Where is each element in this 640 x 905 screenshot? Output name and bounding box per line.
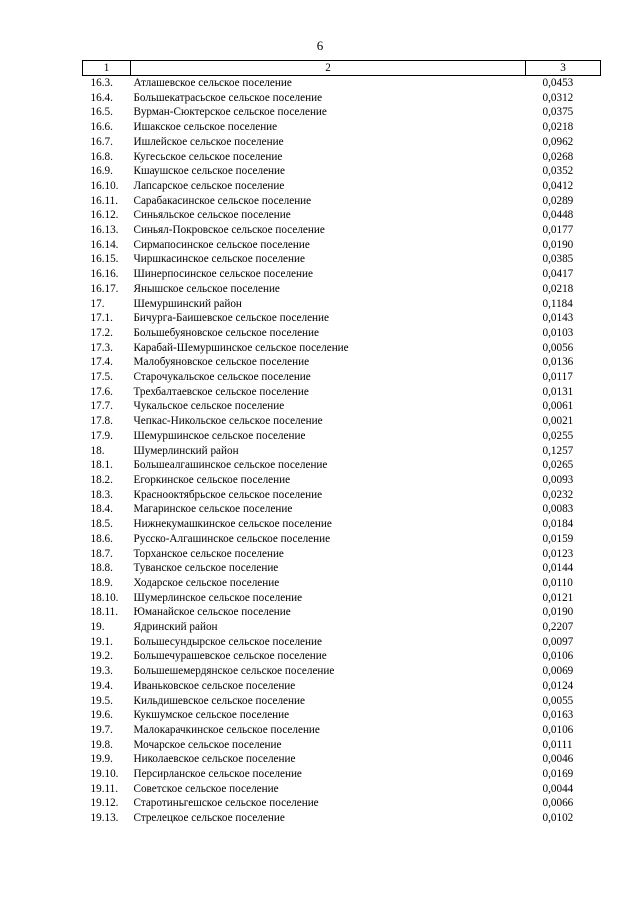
settlement-name: Атлашевское сельское поселение <box>133 77 292 89</box>
row-number: 16.14. <box>90 238 119 251</box>
row-number: 17.7. <box>90 400 113 413</box>
page-number: 6 <box>316 38 324 53</box>
settlement-name: Туванское сельское поселение <box>133 562 279 575</box>
header-col-2: 2 <box>131 61 526 76</box>
table-row <box>83 635 601 650</box>
row-number: 16.8. <box>90 150 113 163</box>
coefficient-value: 0,0143 <box>542 312 574 325</box>
row-number: 16.9. <box>90 165 113 178</box>
settlement-name: Карабай-Шемуршинское сельское поселение <box>133 341 349 354</box>
table-row <box>83 179 601 194</box>
coefficient-value: 0,0190 <box>542 606 574 619</box>
table-row <box>83 164 601 179</box>
settlement-name: Чепкас-Никольское сельское поселение <box>133 415 323 428</box>
coefficient-value: 0,0044 <box>542 782 574 795</box>
coefficient-value: 0,0061 <box>542 400 574 413</box>
settlement-name: Бичурга-Баишевское сельское поселение <box>133 312 329 325</box>
coefficient-value: 0,1184 <box>542 297 573 310</box>
row-number: 19.9. <box>90 753 113 766</box>
settlement-name: Малобуяновское сельское поселение <box>133 356 310 369</box>
settlement-name: Чиршкасинское сельское поселение <box>133 253 305 266</box>
coefficient-value: 0,0083 <box>542 503 574 516</box>
row-number: 17.4. <box>90 356 113 369</box>
table-row <box>83 208 601 223</box>
row-number: 16.12. <box>90 209 119 222</box>
coefficient-value: 0,0106 <box>542 650 574 663</box>
table-row <box>83 282 601 297</box>
settlement-name: Ишакское сельское поселение <box>133 121 278 134</box>
settlement-name: Краснооктябрьское сельское поселение <box>133 488 323 501</box>
settlement-name: Шумерлинский район <box>133 444 239 457</box>
coefficient-value: 0,0055 <box>542 694 574 707</box>
table-row <box>83 561 601 576</box>
row-number: 19.8. <box>90 738 113 751</box>
settlement-name: Николаевское сельское поселение <box>133 753 296 766</box>
table-row <box>83 326 601 341</box>
table-row <box>83 76 601 91</box>
table-row <box>83 399 601 414</box>
coefficient-value: 0,0169 <box>542 768 574 781</box>
settlement-name: Торханское сельское поселение <box>133 547 284 560</box>
settlement-name: Егоркинское сельское поселение <box>133 473 291 486</box>
coefficient-value: 0,0144 <box>542 562 574 575</box>
coefficient-value: 0,0102 <box>542 812 574 825</box>
row-number: 16.15. <box>90 253 119 266</box>
coefficient-value: 0,0110 <box>542 576 573 589</box>
settlement-name: Шинерпосинское сельское поселение <box>133 268 313 281</box>
row-number: 18. <box>90 444 105 457</box>
row-number: 19. <box>90 621 105 634</box>
table-row <box>83 694 601 709</box>
table-row <box>83 738 601 753</box>
row-number: 19.4. <box>90 679 113 692</box>
table-row <box>83 767 601 782</box>
table-row <box>83 414 601 429</box>
table-row <box>83 105 601 120</box>
row-number: 19.1. <box>90 635 113 648</box>
coefficient-value: 0,0375 <box>542 106 574 119</box>
table-row <box>83 473 601 488</box>
row-number: 17.9. <box>90 429 113 442</box>
settlement-name: Магаринское сельское поселение <box>133 503 293 516</box>
settlement-name: Стрелецкое сельское поселение <box>133 812 285 825</box>
settlement-name: Юманайское сельское поселение <box>133 606 291 619</box>
row-number: 18.5. <box>90 518 113 531</box>
coefficient-value: 0,0121 <box>542 591 574 604</box>
table-row <box>83 605 601 620</box>
table-row <box>83 488 601 503</box>
coefficient-value: 0,0352 <box>542 165 574 178</box>
settlement-name: Чукальское сельское поселение <box>133 400 285 413</box>
coefficient-value: 0,0046 <box>542 753 574 766</box>
settlement-name: Большесундырское сельское поселение <box>133 635 322 648</box>
table-row <box>83 91 601 106</box>
coefficient-value: 0,0448 <box>542 209 574 222</box>
coefficient-value: 0,0255 <box>542 429 574 442</box>
settlement-name: Мочарское сельское поселение <box>133 738 282 751</box>
table-header <box>83 61 601 76</box>
table-row <box>83 252 601 267</box>
settlement-name: Советское сельское поселение <box>133 782 279 795</box>
table-row <box>83 782 601 797</box>
table-row <box>83 311 601 326</box>
row-number: 17.6. <box>90 385 113 398</box>
coefficient-value: 0,0131 <box>542 385 574 398</box>
table-row <box>83 664 601 679</box>
row-number: 16.17. <box>90 282 119 295</box>
coefficient-value: 0,0136 <box>542 356 574 369</box>
table-row <box>83 502 601 517</box>
row-number: 18.4. <box>90 503 113 516</box>
table-row <box>83 547 601 562</box>
settlement-name: Большешемердянское сельское поселение <box>133 665 335 678</box>
row-number: 19.7. <box>90 723 113 736</box>
row-number: 17.2. <box>90 326 113 339</box>
row-number: 19.11. <box>90 782 119 795</box>
table-row <box>83 444 601 459</box>
row-number: 18.2. <box>90 473 113 486</box>
coefficient-value: 0,0218 <box>542 282 574 295</box>
table-row <box>83 708 601 723</box>
coefficient-value: 0,0159 <box>542 532 574 545</box>
coefficient-value: 0,0265 <box>542 459 574 472</box>
coefficient-value: 0,1257 <box>542 444 574 457</box>
table-row <box>83 429 601 444</box>
coefficient-value: 0,0066 <box>542 797 574 810</box>
row-number: 19.13. <box>90 812 119 825</box>
row-number: 16.13. <box>90 224 119 237</box>
row-number: 18.11. <box>90 606 119 619</box>
coefficient-value: 0,0021 <box>542 415 574 428</box>
settlement-name: Кильдишевское сельское поселение <box>133 694 305 707</box>
settlement-name: Кукшумское сельское поселение <box>133 709 290 722</box>
table-row <box>83 649 601 664</box>
row-number: 16.5. <box>90 106 113 119</box>
row-number: 18.10. <box>90 591 119 604</box>
coefficient-value: 0,0417 <box>542 268 574 281</box>
coefficient-value: 0,0111 <box>542 738 573 751</box>
row-number: 18.1. <box>90 459 113 472</box>
coefficient-value: 0,0190 <box>542 238 574 251</box>
table-row <box>83 194 601 209</box>
row-number: 17. <box>90 297 105 310</box>
header-col-1: 1 <box>83 61 131 76</box>
coefficient-value: 0,0312 <box>542 91 574 104</box>
row-number: 19.6. <box>90 709 113 722</box>
settlement-name: Большебуяновское сельское поселение <box>133 326 319 339</box>
row-number: 17.1. <box>90 312 113 325</box>
coefficient-value: 0,0453 <box>542 77 574 89</box>
table-row <box>83 385 601 400</box>
row-number: 18.3. <box>90 488 113 501</box>
settlement-name: Старочукальское сельское поселение <box>133 371 311 384</box>
coefficient-value: 0,0163 <box>542 709 574 722</box>
row-number: 16.6. <box>90 121 113 134</box>
settlement-name: Малокарачкинское сельское поселение <box>133 723 320 736</box>
table-row <box>83 532 601 547</box>
table-row <box>83 796 601 811</box>
table-row <box>83 620 601 635</box>
table-row <box>83 517 601 532</box>
coefficient-value: 0,0093 <box>542 473 574 486</box>
table-row <box>83 150 601 165</box>
row-number: 17.8. <box>90 415 113 428</box>
settlement-name: Кшаушское сельское поселение <box>133 165 286 178</box>
table-row <box>83 355 601 370</box>
settlement-name: Синьяльское сельское поселение <box>133 209 291 222</box>
table-row <box>83 341 601 356</box>
coefficient-value: 0,0184 <box>542 518 574 531</box>
table-row <box>83 679 601 694</box>
settlement-name: Синьял-Покровское сельское поселение <box>133 224 325 237</box>
coefficient-value: 0,0106 <box>542 723 574 736</box>
settlement-name: Иваньковское сельское поселение <box>133 679 296 692</box>
row-number: 18.9. <box>90 576 113 589</box>
header-col-3: 3 <box>526 61 601 76</box>
coefficient-value: 0,0117 <box>542 371 573 384</box>
settlement-name: Ядринский район <box>133 621 218 634</box>
coefficient-value: 0,0962 <box>542 135 574 148</box>
coefficient-value: 0,0385 <box>542 253 574 266</box>
table-row <box>83 370 601 385</box>
table-row <box>83 591 601 606</box>
settlement-name: Большеалгашинское сельское поселение <box>133 459 328 472</box>
settlement-name: Кугесьское сельское поселение <box>133 150 283 163</box>
coefficient-value: 0,0232 <box>542 488 574 501</box>
settlement-name: Большечурашевское сельское поселение <box>133 650 327 663</box>
settlement-name: Трехбалтаевское сельское поселение <box>133 385 309 398</box>
row-number: 18.6. <box>90 532 113 545</box>
settlement-name: Шемуршинское сельское поселение <box>133 429 306 442</box>
table-row <box>83 576 601 591</box>
settlement-name: Янышское сельское поселение <box>133 282 280 295</box>
settlement-name: Персирланское сельское поселение <box>133 768 302 781</box>
coefficient-value: 0,0056 <box>542 341 574 354</box>
coefficient-value: 0,0268 <box>542 150 574 163</box>
row-number: 16.16. <box>90 268 119 281</box>
table-row <box>83 458 601 473</box>
table-row <box>83 120 601 135</box>
row-number: 18.7. <box>90 547 113 560</box>
coefficient-value: 0,0412 <box>542 179 574 192</box>
row-number: 17.3. <box>90 341 113 354</box>
coefficient-value: 0,0289 <box>542 194 574 207</box>
settlement-name: Шемуршинский район <box>133 297 242 310</box>
settlement-name: Ишлейское сельское поселение <box>133 135 284 148</box>
settlement-name: Русско-Алгашинское сельское поселение <box>133 532 331 545</box>
settlements-table <box>82 60 601 826</box>
coefficient-value: 0,0124 <box>542 679 574 692</box>
row-number: 18.8. <box>90 562 113 575</box>
coefficient-value: 0,0097 <box>542 635 574 648</box>
row-number: 16.10. <box>90 179 119 192</box>
row-number: 19.2. <box>90 650 113 663</box>
row-number: 16.4. <box>90 91 113 104</box>
coefficient-value: 0,0103 <box>542 326 574 339</box>
table-body <box>83 76 601 826</box>
row-number: 19.3. <box>90 665 113 678</box>
table-row <box>83 723 601 738</box>
settlement-name: Сарабакасинское сельское поселение <box>133 194 312 207</box>
settlement-name: Шумерлинское сельское поселение <box>133 591 303 604</box>
settlement-name: Ходарское сельское поселение <box>133 576 280 589</box>
table-row <box>83 238 601 253</box>
table-row <box>83 135 601 150</box>
settlement-name: Большекатрасьское сельское поселение <box>133 91 323 104</box>
row-number: 16.11. <box>90 194 119 207</box>
settlement-name: Нижнекумашкинское сельское поселение <box>133 518 332 531</box>
row-number: 16.7. <box>90 135 113 148</box>
settlement-name: Лапсарское сельское поселение <box>133 179 285 192</box>
coefficient-value: 0,2207 <box>542 621 574 634</box>
settlement-name: Сирмапосинское сельское поселение <box>133 238 310 251</box>
row-number: 19.10. <box>90 768 119 781</box>
table-row <box>83 223 601 238</box>
header-row <box>83 61 601 76</box>
coefficient-value: 0,0177 <box>542 224 574 237</box>
settlement-name: Вурман-Сюктерское сельское поселение <box>133 106 327 119</box>
table-row <box>83 752 601 767</box>
row-number: 16.3. <box>90 77 113 89</box>
settlement-name: Старотиньгешское сельское поселение <box>133 797 319 810</box>
table-row <box>83 267 601 282</box>
coefficient-value: 0,0069 <box>542 665 574 678</box>
coefficient-value: 0,0123 <box>542 547 574 560</box>
table-row <box>83 297 601 312</box>
table-row <box>83 811 601 826</box>
row-number: 17.5. <box>90 371 113 384</box>
coefficient-value: 0,0218 <box>542 121 574 134</box>
row-number: 19.5. <box>90 694 113 707</box>
row-number: 19.12. <box>90 797 119 810</box>
